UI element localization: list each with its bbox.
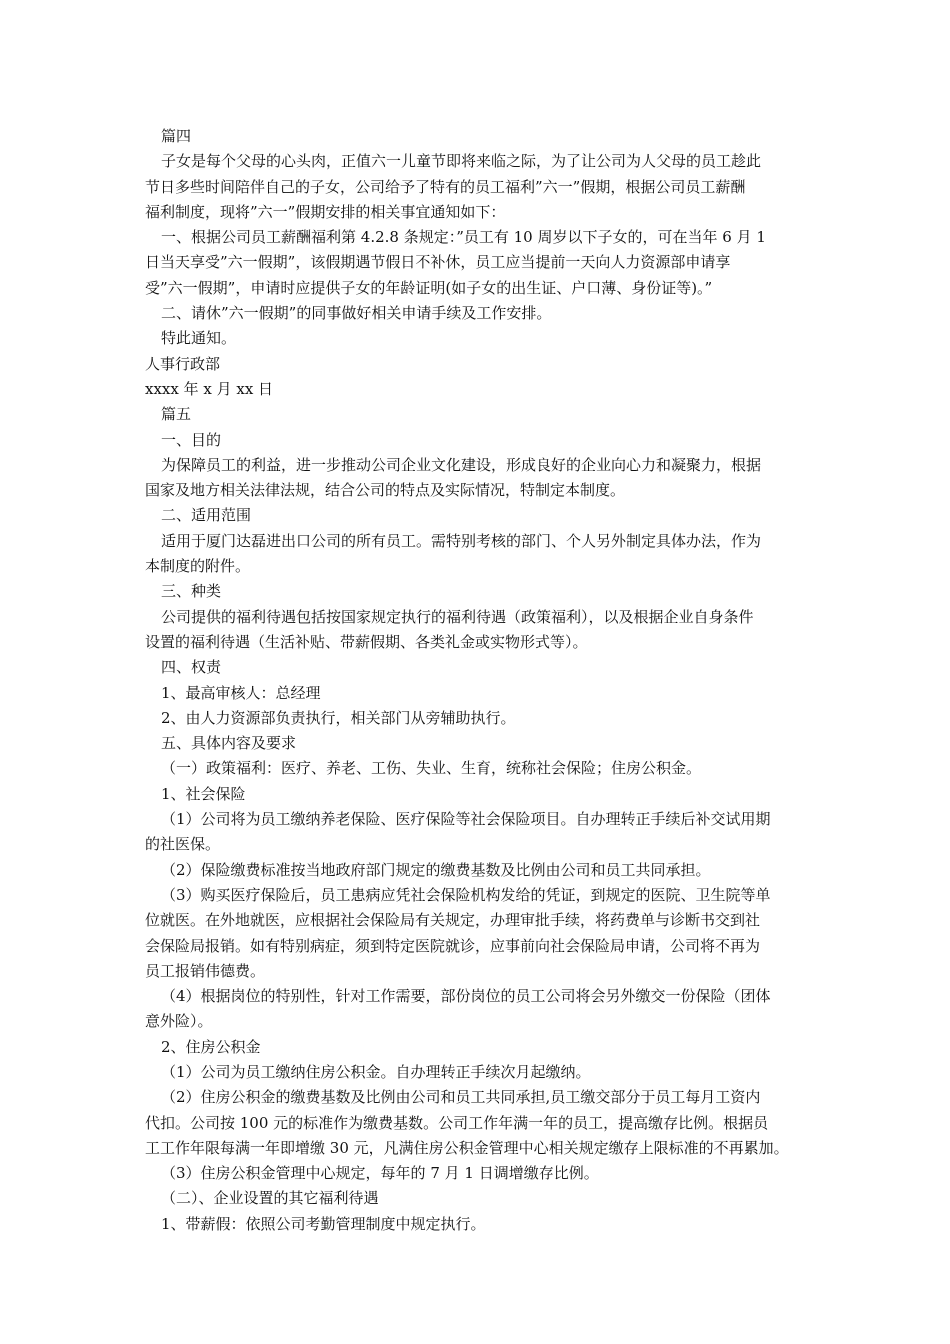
paragraph-line: 工工作年限每满一年即增缴 30 元，凡满住房公积金管理中心相关规定缴存上限标准的不再累加。 (145, 1138, 789, 1157)
paragraph-line: （1）公司将为员工缴纳养老保险、医疗保险等社会保险项目。自办理转正手续后补交试用期 (161, 810, 771, 829)
paragraph-line: 会保险局报销。如有特别病症，须到特定医院就诊，应事前向社会保险局申请，公司将不再为 (145, 936, 761, 955)
paragraph-line: （4）根据岗位的特别性，针对工作需要，部份岗位的员工公司将会另外缴交一份保险（团体 (161, 987, 771, 1006)
paragraph-line: 福利制度，现将”六一”假期安排的相关事宜通知如下： (145, 202, 506, 221)
section-heading-4: 篇四 (161, 127, 192, 145)
signature-department: 人事行政部 (145, 354, 221, 373)
signature-date: xxxx 年 x 月 xx 日 (145, 379, 274, 398)
subheading: 四、权责 (161, 658, 222, 677)
paragraph-line: 意外险）。 (145, 1012, 213, 1031)
paragraph-line: （2）住房公积金的缴费基数及比例由公司和员工共同承担,员工缴交部分于员工每月工资内 (161, 1088, 761, 1107)
paragraph-line: 设置的福利待遇（生活补贴、带薪假期、各类礼金或实物形式等）。 (145, 632, 588, 651)
closing-line: 特此通知。 (161, 329, 237, 348)
paragraph-line: （3）住房公积金管理中心规定，每年的 7 月 1 日调增缴存比例。 (161, 1164, 599, 1183)
subheading: 三、种类 (161, 582, 222, 601)
document-body (145, 124, 815, 1237)
paragraph-line: 代扣。公司按 100 元的标准作为缴费基数。公司工作年满一年的员工，提高缴存比例。根据员 (145, 1113, 769, 1132)
paragraph-line: 适用于厦门达磊进出口公司的所有员工。需特别考核的部门、个人另外制定具体办法，作为 (161, 531, 762, 550)
paragraph-line: （2）保险缴费标准按当地政府部门规定的缴费基数及比例由公司和员工共同承担。 (161, 860, 711, 879)
paragraph-line: 子女是每个父母的心头肉，正值六一儿童节即将来临之际，为了让公司为人父母的员工趁此 (161, 152, 762, 171)
subheading: 一、目的 (161, 430, 222, 449)
paragraph-line: （3）购买医疗保险后，员工患病应凭社会保险机构发给的凭证，到规定的医院、卫生院等单 (161, 885, 771, 904)
subheading: 1、社会保险 (161, 784, 246, 803)
list-item: 2、由人力资源部负责执行，相关部门从旁辅助执行。 (161, 708, 516, 727)
subheading: 五、具体内容及要求 (161, 734, 297, 753)
paragraph-line: 位就医。在外地就医，应根据社会保险局有关规定，办理审批手续，将药费单与诊断书交到社 (145, 911, 761, 930)
paragraph-line: 公司提供的福利待遇包括按国家规定执行的福利待遇（政策福利），以及根据企业自身条件 (161, 607, 754, 626)
list-item: 1、最高审核人：总经理 (161, 683, 321, 702)
paragraph-line: 日当天享受”六一假期”，该假期遇节假日不补休，员工应当提前一天向人力资源部申请享 (145, 253, 731, 272)
list-item: 1、带薪假：依照公司考勤管理制度中规定执行。 (161, 1214, 486, 1233)
subheading: 2、住房公积金 (161, 1037, 261, 1056)
paragraph-line: （1）公司为员工缴纳住房公积金。自办理转正手续次月起缴纳。 (161, 1062, 591, 1081)
paragraph-line: 国家及地方相关法律法规，结合公司的特点及实际情况，特制定本制度。 (145, 481, 626, 500)
paragraph-line: 二、请休”六一假期”的同事做好相关申请手续及工作安排。 (161, 304, 552, 323)
paragraph-line: （一）政策福利：医疗、养老、工伤、失业、生育，统称社会保险；住房公积金。 (161, 759, 702, 778)
paragraph-line: 为保障员工的利益，进一步推动公司企业文化建设，形成良好的企业向心力和凝聚力，根据 (161, 455, 762, 474)
paragraph-line: 受”六一假期”，申请时应提供子女的年龄证明(如子女的出生证、户口薄、身份证等)。” (145, 278, 713, 297)
paragraph-line: 一、根据公司员工薪酬福利第 4.2.8 条规定：”员工有 10 周岁以下子女的，可在当年 6 月 1 (161, 228, 766, 247)
paragraph-line: 员工报销伟德费。 (145, 961, 266, 980)
subheading: 二、适用范围 (161, 506, 252, 525)
paragraph-line: 本制度的附件。 (145, 557, 251, 576)
paragraph-line: 的社医保。 (145, 835, 221, 854)
section-heading-5: 篇五 (161, 405, 192, 424)
paragraph-line: 节日多些时间陪伴自己的子女，公司给予了特有的员工福利”六一”假期，根据公司员工薪酬 (145, 177, 746, 196)
subheading: （二）、企业设置的其它福利待遇 (161, 1189, 379, 1208)
